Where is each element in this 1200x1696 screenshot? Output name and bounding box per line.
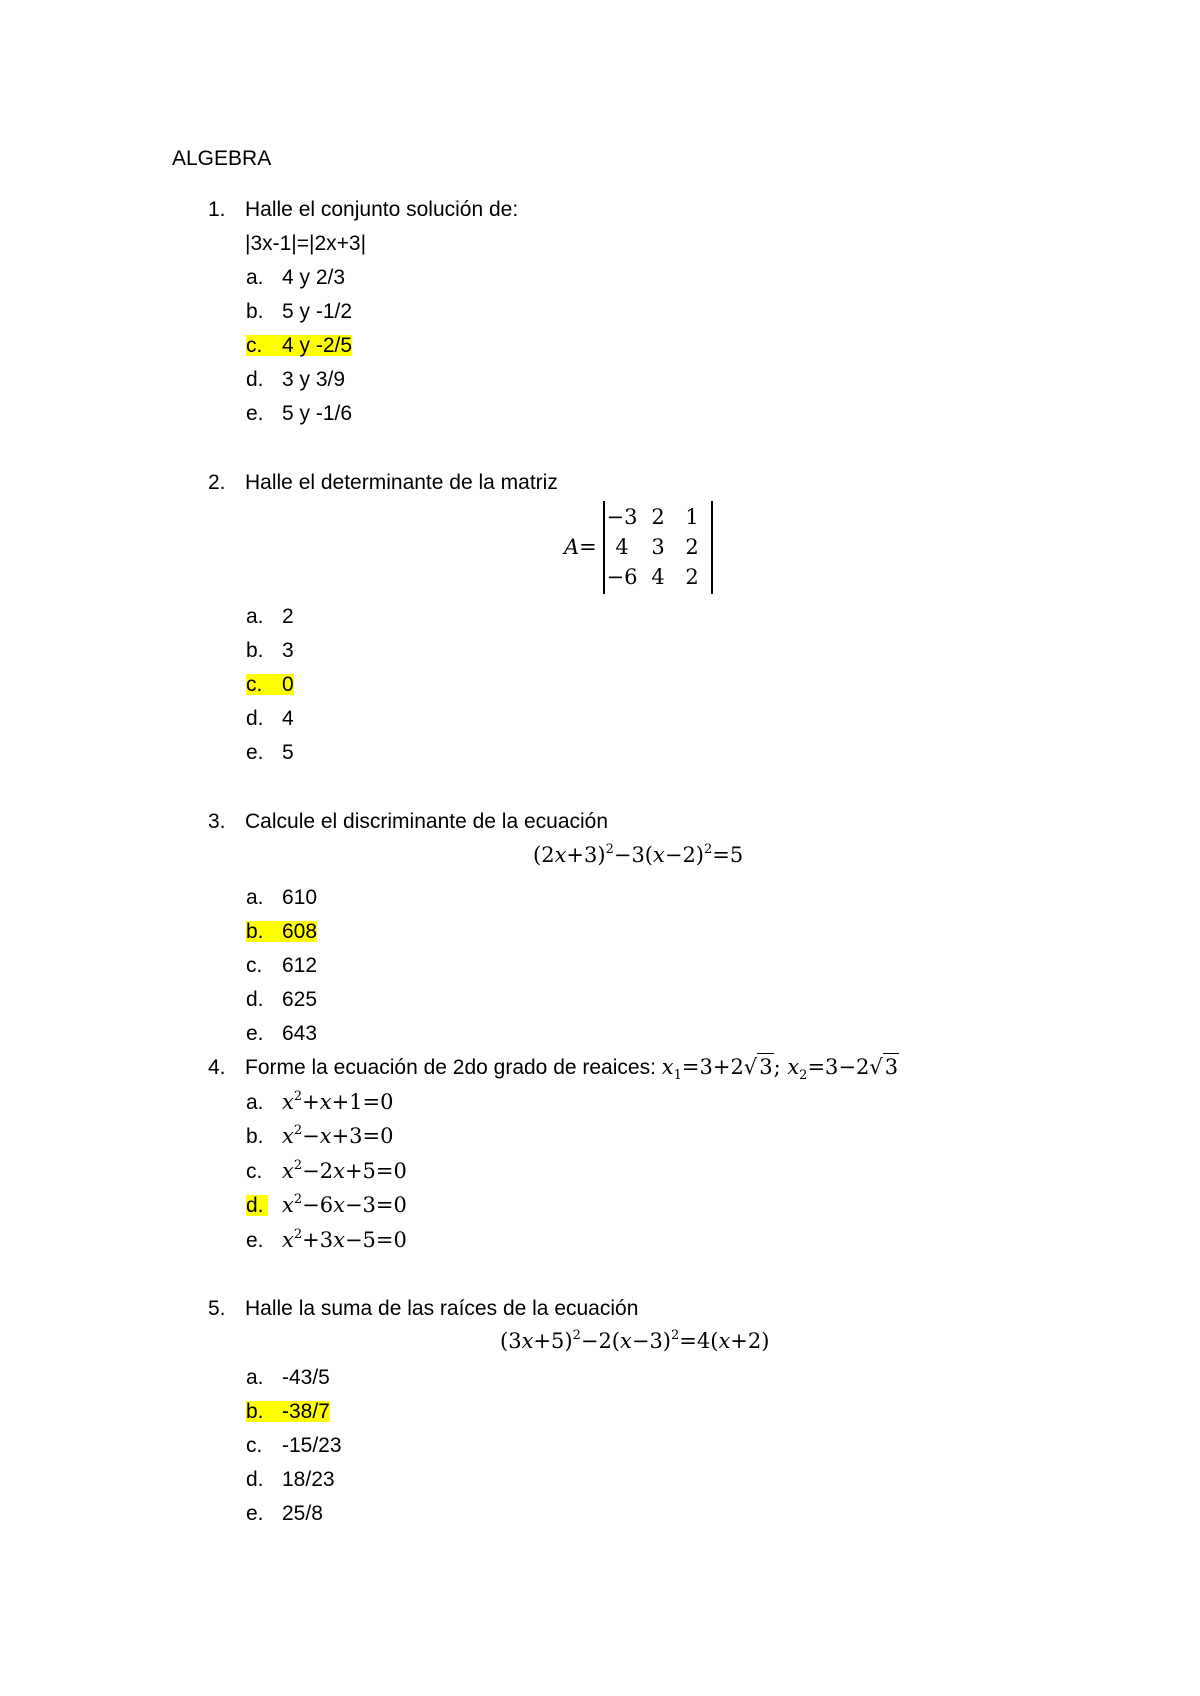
question-3-equation: $(2x+3)^2-3(x-2)^2=5$ [533, 842, 744, 867]
q3-option-b-text: 608 [282, 920, 318, 943]
q4-option-b-label: b. [246, 1125, 264, 1148]
q5-option-b-label: b. [246, 1401, 282, 1422]
matrix-cell: 4 [615, 535, 629, 559]
q5-option-d-text: 18/23 [282, 1468, 335, 1491]
q4-option-e-label: e. [246, 1229, 264, 1252]
q1-option-c-text: 4 y -2/5 [282, 334, 353, 357]
matrix-cell: −6 [606, 565, 638, 589]
q1-option-c-label: c. [246, 335, 282, 356]
q1-option-b-text: 5 y -1/2 [282, 300, 353, 323]
q4-option-b-text: $x^2-x+3=0$ [282, 1123, 394, 1148]
question-4-line [245, 1055, 899, 1083]
q1-option-e-label: e. [246, 402, 264, 425]
q3-option-a-text: 610 [282, 886, 318, 909]
question-3-number: 3. [208, 810, 226, 833]
q5-option-a-label: a. [246, 1366, 264, 1389]
question-1-expression: |3x-1|=|2x+3| [245, 232, 367, 255]
matrix-cell: 1 [685, 505, 699, 529]
q4-option-a-text: $x^2+x+1=0$ [282, 1089, 394, 1114]
matrix-cell: 3 [651, 535, 665, 559]
q2-option-d-text: 4 [282, 707, 294, 730]
q2-option-a-text: 2 [282, 605, 294, 628]
question-5-number: 5. [208, 1297, 226, 1320]
q1-option-a-text: 4 y 2/3 [282, 266, 346, 289]
q4-option-d-label: d. [246, 1195, 268, 1216]
q3-option-e-text: 643 [282, 1022, 318, 1045]
q5-option-e-text: 25/8 [282, 1502, 323, 1525]
q2-option-b-text: 3 [282, 639, 294, 662]
q1-option-b-label: b. [246, 300, 264, 323]
q4-option-d-text: $x^2-6x-3=0$ [282, 1192, 407, 1217]
matrix-cell: 2 [651, 505, 665, 529]
q2-option-c-text: 0 [282, 673, 294, 696]
q1-option-e-text: 5 y -1/6 [282, 402, 353, 425]
q2-option-c-label: c. [246, 674, 282, 695]
question-2-number: 2. [208, 471, 226, 494]
document-title: ALGEBRA [172, 147, 272, 170]
q4-option-a-label: a. [246, 1091, 264, 1114]
matrix-cell: 2 [685, 565, 699, 589]
matrix-cell: 2 [685, 535, 699, 559]
question-4-text: Forme la ecuación de 2do grado de reaices: [245, 1056, 656, 1079]
question-4-number: 4. [208, 1056, 226, 1079]
matrix-equation-lhs: A= [564, 535, 597, 559]
question-2-text: Halle el determinante de la matriz [245, 471, 558, 494]
question-5-equation: $(3x+5)^2-2(x-3)^2=4(x+2)$ [500, 1328, 770, 1353]
q5-option-d-label: d. [246, 1468, 264, 1491]
matrix-name: A [564, 535, 580, 559]
q3-option-a-label: a. [246, 886, 264, 909]
question-1-number: 1. [208, 198, 226, 221]
q2-option-e-text: 5 [282, 741, 294, 764]
q1-option-a-label: a. [246, 266, 264, 289]
matrix-cell: −3 [606, 505, 638, 529]
q2-option-b-label: b. [246, 639, 264, 662]
q2-option-d-label: d. [246, 707, 264, 730]
q3-option-c-text: 612 [282, 954, 318, 977]
q4-option-c-label: c. [246, 1160, 263, 1183]
q3-option-b-label: b. [246, 921, 282, 942]
q2-option-e-label: e. [246, 741, 264, 764]
q5-option-b-text: -38/7 [282, 1400, 330, 1423]
q3-option-e-label: e. [246, 1022, 264, 1045]
q1-option-d-label: d. [246, 368, 264, 391]
q4-option-e-text: $x^2+3x-5=0$ [282, 1227, 407, 1252]
q4-option-c-text: $x^2-2x+5=0$ [282, 1158, 407, 1183]
question-5-text: Halle la suma de las raíces de la ecuación [245, 1297, 639, 1320]
q5-option-a-text: -43/5 [282, 1366, 330, 1389]
q1-option-d-text: 3 y 3/9 [282, 368, 346, 391]
q3-option-d-label: d. [246, 988, 264, 1011]
q2-option-a-label: a. [246, 605, 264, 628]
matrix-cell: 4 [651, 565, 665, 589]
question-4-roots: $x_1=3+2√3$; $x_2=3-2√3$ [661, 1055, 899, 1083]
determinant-matrix [603, 501, 713, 594]
q5-option-c-text: -15/23 [282, 1434, 342, 1457]
q5-option-c-label: c. [246, 1434, 263, 1457]
question-1-text: Halle el conjunto solución de: [245, 198, 519, 221]
question-3-text: Calcule el discriminante de la ecuación [245, 810, 609, 833]
q5-option-e-label: e. [246, 1502, 264, 1525]
q3-option-c-label: c. [246, 954, 263, 977]
q3-option-d-text: 625 [282, 988, 318, 1011]
